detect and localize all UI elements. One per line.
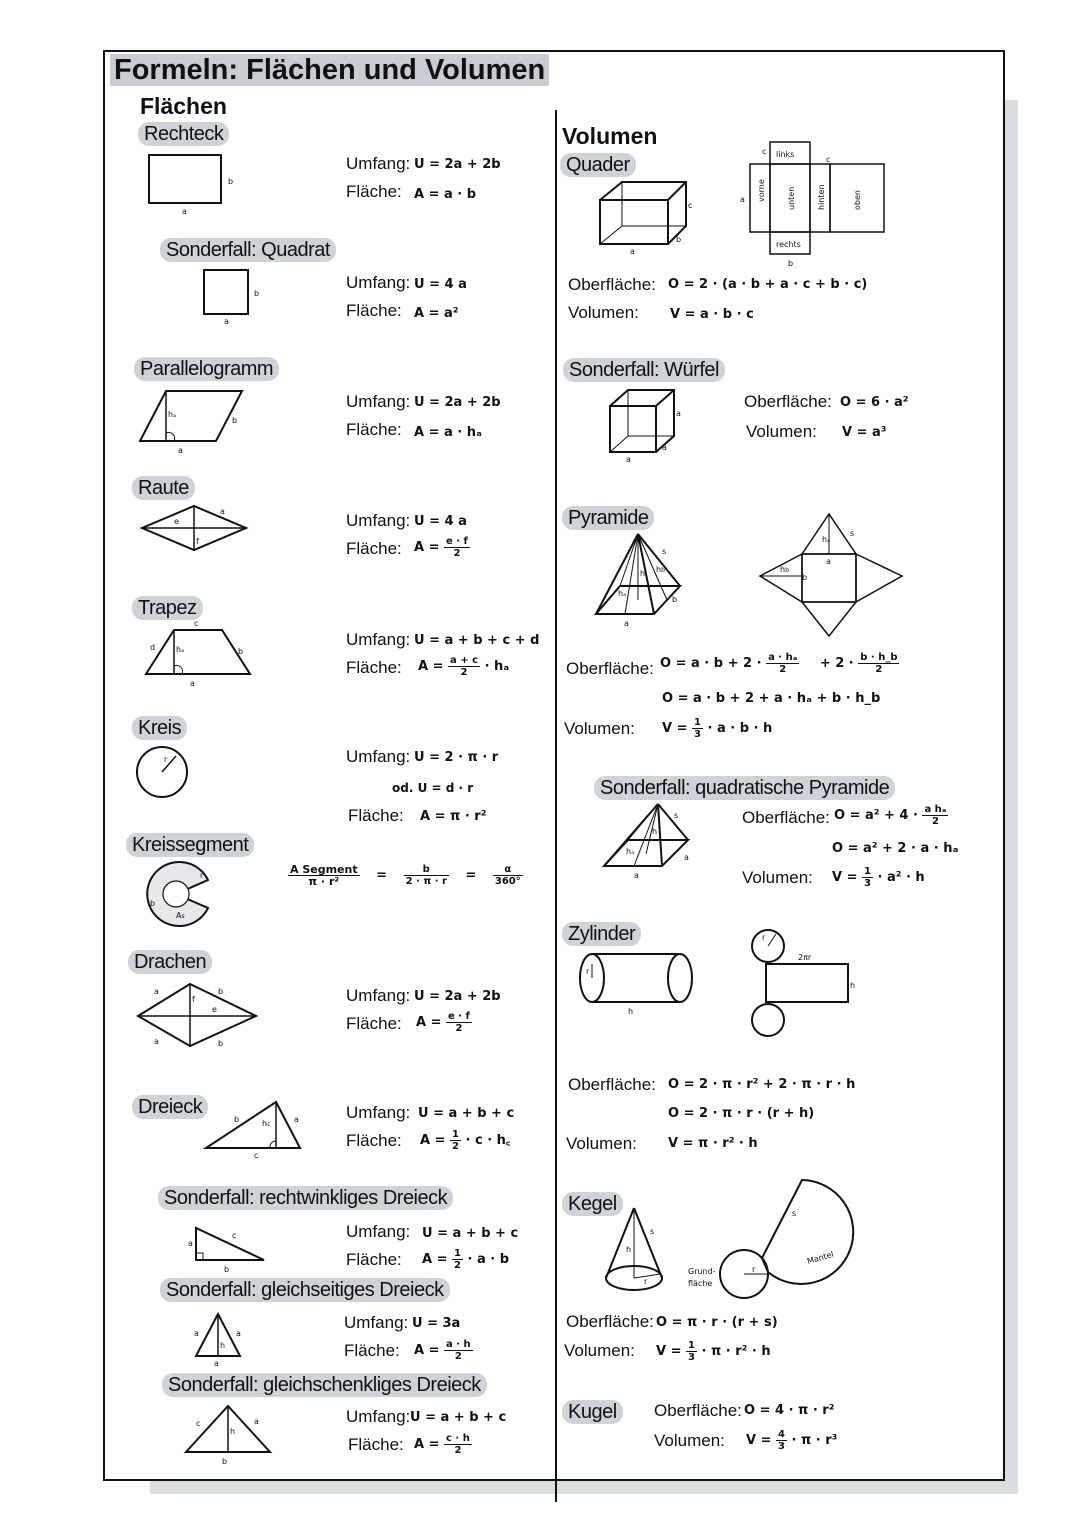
gleichschenklig-title: Sonderfall: gleichschenkliges Dreieck <box>162 1373 487 1397</box>
svg-text:b: b <box>218 987 224 996</box>
parallelogramm-title: Parallelogramm <box>134 357 279 381</box>
gleichschenklig-flaeche-label: Fläche: <box>348 1435 404 1454</box>
svg-text:c: c <box>196 1419 201 1428</box>
pyramide-ober-f2-den: 2 <box>875 664 883 675</box>
gleichschenklig-figure <box>182 1402 282 1468</box>
svg-text:hₐ: hₐ <box>618 589 627 598</box>
raute-figure <box>138 502 258 562</box>
kreis-flaeche-formula: A = π · r² <box>420 809 487 824</box>
quader-net-figure <box>736 140 888 270</box>
trapez-fraction-num: a + c <box>450 655 479 666</box>
net-hinten: hinten <box>817 184 826 210</box>
pyramide-vol-fraction <box>692 717 703 740</box>
svg-text:r: r <box>586 967 590 976</box>
rechtwinklig-flaeche-fraction <box>452 1248 463 1271</box>
svg-text:r: r <box>762 933 766 942</box>
parallelogramm-figure <box>136 385 276 455</box>
svg-text:h: h <box>626 1245 632 1254</box>
svg-text:a: a <box>182 207 187 216</box>
svg-text:b: b <box>232 416 238 425</box>
kegel-ober-formula: O = π · r · (r + s) <box>656 1315 778 1330</box>
trapez-title: Trapez <box>132 596 203 620</box>
rechteck-umfang-label: Umfang: <box>346 154 411 173</box>
svg-text:f: f <box>192 995 195 1004</box>
gleichseitig-umfang-formula: U = 3a <box>412 1316 461 1331</box>
quad-pyramide-ober-num: a hₐ <box>924 804 947 815</box>
quadrat-umfang-label: Umfang: <box>346 273 411 292</box>
svg-text:r: r <box>164 755 168 764</box>
rechteck-flaeche-label: Fläche: <box>346 182 402 201</box>
kugel-vol-suffix: · π · r³ <box>791 1433 838 1448</box>
kreissegment-formula <box>288 864 523 887</box>
trapez-flaeche-suffix: · hₐ <box>484 659 510 674</box>
svg-text:a: a <box>676 409 681 418</box>
kreissegment-title: Kreissegment <box>126 833 254 857</box>
svg-text:h: h <box>220 1341 226 1350</box>
pyramide-ober-f1-den: 2 <box>779 664 787 675</box>
zylinder-title: Zylinder <box>562 922 641 946</box>
gleichseitig-flaeche-prefix: A = <box>414 1343 440 1358</box>
quad-pyramide-ober-formula <box>834 804 948 827</box>
svg-text:hₐ: hₐ <box>626 847 635 856</box>
kegel-vol-fraction <box>686 1340 697 1363</box>
trapez-flaeche-formula <box>418 655 509 678</box>
trapez-flaeche-fraction <box>448 655 480 678</box>
kugel-vol-formula <box>746 1429 837 1452</box>
raute-title: Raute <box>132 476 195 500</box>
kreissegment-fraction-1 <box>288 864 360 887</box>
pyramide-net-figure <box>756 510 906 640</box>
zylinder-vol-label: Volumen: <box>566 1134 637 1153</box>
quad-pyramide-ober-den: 2 <box>931 816 939 827</box>
svg-text:a: a <box>624 619 629 628</box>
svg-text:a: a <box>826 557 831 566</box>
quad-pyramide-vol-fraction <box>862 866 873 889</box>
trapez-flaeche-label: Fläche: <box>346 658 402 677</box>
quadrat-umfang-formula: U = 4 a <box>414 277 467 292</box>
gleichseitig-umfang-label: Umfang: <box>344 1313 409 1332</box>
pyramide-ober-formula <box>660 652 899 675</box>
kreissegment-f2-num: b <box>404 864 449 876</box>
pyramide-ober-f1-num: a · hₐ <box>768 652 798 663</box>
svg-text:a: a <box>254 1417 259 1426</box>
gleichschenklig-fraction-num: c · h <box>446 1433 470 1444</box>
pyramide-ober-fraction-1 <box>766 652 799 675</box>
kugel-vol-num: 4 <box>778 1429 785 1440</box>
rechteck-title: Rechteck <box>138 122 229 146</box>
net-oben: oben <box>853 190 862 210</box>
pyramide-ober-label: Oberfläche: <box>566 659 654 678</box>
gleichschenklig-umfang-label: Umfang: <box>346 1407 411 1426</box>
quad-pyramide-ober-label: Oberfläche: <box>742 808 830 827</box>
svg-text:r: r <box>752 1265 756 1274</box>
kugel-vol-fraction <box>776 1429 787 1452</box>
zylinder-vol-formula: V = π · r² · h <box>668 1136 758 1151</box>
svg-text:s: s <box>674 811 679 820</box>
zylinder-net-figure <box>744 926 864 1040</box>
dreieck-figure <box>200 1098 310 1160</box>
kugel-ober-formula: O = 4 · π · r² <box>744 1403 835 1418</box>
quader-ober-formula: O = 2 · (a · b + a · c + b · c) <box>668 277 868 292</box>
svg-text:hc: hc <box>262 1119 271 1128</box>
rechteck-figure <box>140 150 240 220</box>
svg-text:a: a <box>294 1115 299 1124</box>
kreissegment-eq-1: = <box>376 868 388 883</box>
rechtwinklig-figure <box>188 1222 278 1272</box>
page-title: Formeln: Flächen und Volumen <box>110 54 549 86</box>
kegel-grund-label-2: fläche <box>688 1279 713 1288</box>
svg-text:hb: hb <box>780 565 789 574</box>
svg-text:e: e <box>174 517 179 526</box>
trapez-fraction-den: 2 <box>460 667 468 678</box>
drachen-flaeche-label: Fläche: <box>346 1014 402 1033</box>
gleichseitig-title: Sonderfall: gleichseitiges Dreieck <box>160 1278 450 1302</box>
kegel-figure <box>600 1204 670 1296</box>
quad-pyramide-vol-suffix: · a² · h <box>877 870 925 885</box>
kreissegment-f3-num: α <box>493 864 523 876</box>
svg-text:f: f <box>196 537 199 546</box>
parallelogramm-umfang-formula: U = 2a + 2b <box>414 395 501 410</box>
kugel-vol-prefix: V = <box>746 1433 772 1448</box>
kegel-mantel-label: Mantel <box>806 1249 835 1266</box>
kegel-grund-label: Grund- <box>688 1267 716 1276</box>
svg-text:a: a <box>190 679 195 688</box>
svg-text:a: a <box>220 507 225 516</box>
kugel-vol-label: Volumen: <box>654 1431 725 1450</box>
net-links: links <box>776 150 795 159</box>
pyramide-figure <box>592 530 692 630</box>
drachen-flaeche-fraction <box>446 1011 472 1034</box>
dreieck-flaeche-prefix: A = <box>420 1133 446 1148</box>
svg-text:a: a <box>178 446 183 455</box>
raute-flaeche-prefix: A = <box>414 540 440 555</box>
raute-flaeche-formula <box>414 536 470 559</box>
wuerfel-figure <box>604 386 688 464</box>
trapez-umfang-label: Umfang: <box>346 630 411 649</box>
svg-text:b: b <box>150 899 156 908</box>
svg-text:b: b <box>238 647 244 656</box>
dreieck-fraction-num: 1 <box>452 1129 459 1140</box>
trapez-flaeche-prefix: A = <box>418 659 444 674</box>
quad-pyramide-vol-prefix: V = <box>832 870 858 885</box>
svg-text:h: h <box>230 1427 236 1436</box>
svg-text:hb: hb <box>656 565 665 574</box>
svg-text:a: a <box>214 1359 219 1368</box>
svg-text:s: s <box>650 1227 655 1236</box>
quad-pyramide-vol-formula <box>832 866 925 889</box>
gleichseitig-fraction-den: 2 <box>454 1351 462 1362</box>
rechtwinklig-fraction-den: 2 <box>454 1260 461 1271</box>
quad-pyramide-vol-label: Volumen: <box>742 868 813 887</box>
raute-umfang-label: Umfang: <box>346 511 411 530</box>
dreieck-flaeche-formula <box>420 1129 510 1152</box>
parallelogramm-umfang-label: Umfang: <box>346 392 411 411</box>
svg-text:b: b <box>676 235 682 244</box>
drachen-fraction-num: e · f <box>448 1011 470 1022</box>
svg-text:h: h <box>628 1007 634 1016</box>
drachen-flaeche-prefix: A = <box>416 1015 442 1030</box>
drachen-fraction-den: 2 <box>455 1023 463 1034</box>
kegel-vol-label: Volumen: <box>564 1341 635 1360</box>
quad-pyramide-figure <box>598 800 698 880</box>
zylinder-ober-formula: O = 2 · π · r² + 2 · π · r · h <box>668 1077 856 1092</box>
quad-pyramide-ober-prefix: O = a² + 4 · <box>834 808 918 823</box>
kegel-net-figure <box>684 1176 868 1304</box>
net-unten: unten <box>787 186 796 210</box>
pyramide-ober-prefix: O = a · b + 2 · <box>660 656 762 671</box>
raute-fraction-den: 2 <box>453 548 461 559</box>
wuerfel-ober-formula: O = 6 · a² <box>840 395 909 410</box>
rechtwinklig-fraction-num: 1 <box>454 1248 461 1259</box>
drachen-umfang-label: Umfang: <box>346 986 411 1005</box>
svg-text:b: b <box>218 1039 224 1048</box>
svg-text:h: h <box>652 827 658 836</box>
raute-fraction-num: e · f <box>446 536 468 547</box>
kreis-title: Kreis <box>132 716 187 740</box>
raute-flaeche-fraction <box>444 536 470 559</box>
quadrat-flaeche-label: Fläche: <box>346 301 402 320</box>
gleichseitig-fraction-num: a · h <box>446 1339 471 1350</box>
svg-text:b: b <box>224 1265 230 1274</box>
rechteck-flaeche-formula: A = a · b <box>414 187 477 202</box>
gleichschenklig-flaeche-formula <box>414 1433 472 1456</box>
kugel-title: Kugel <box>562 1400 623 1424</box>
drachen-umfang-formula: U = 2a + 2b <box>414 989 501 1004</box>
svg-text:d: d <box>150 643 156 652</box>
dreieck-umfang-formula: U = a + b + c <box>418 1106 515 1121</box>
zylinder-figure <box>576 950 700 1018</box>
net-vorne: vorne <box>757 179 766 202</box>
svg-text:h: h <box>640 569 646 578</box>
quader-title: Quader <box>560 153 636 177</box>
pyramide-ober-mid: + 2 · <box>819 656 854 671</box>
svg-text:c: c <box>232 1231 237 1240</box>
pyramide-vol-prefix: V = <box>662 721 688 736</box>
quad-pyramide-title: Sonderfall: quadratische Pyramide <box>594 776 895 800</box>
gleichseitig-figure <box>192 1308 252 1368</box>
quad-pyramide-ober-fraction <box>922 804 948 827</box>
column-divider <box>555 110 557 1502</box>
gleichseitig-flaeche-fraction <box>444 1339 473 1362</box>
svg-text:c: c <box>254 1151 259 1160</box>
kreissegment-fraction-2 <box>404 864 449 887</box>
svg-text:a: a <box>634 871 639 880</box>
quader-vol-label: Volumen: <box>568 303 639 322</box>
pyramide-ober-fraction-2 <box>858 652 899 675</box>
zylinder-net-label: 2πr <box>798 953 812 962</box>
svg-text:b: b <box>234 1115 240 1124</box>
rechtwinklig-flaeche-formula <box>422 1248 509 1271</box>
kreissegment-f1-den: π · r² <box>308 875 340 888</box>
pyramide-vol-den: 3 <box>694 729 701 740</box>
svg-text:s: s <box>662 547 667 556</box>
kegel-vol-num: 1 <box>688 1340 695 1351</box>
pyramide-vol-suffix: · a · b · h <box>707 721 773 736</box>
kreissegment-f2-den: 2 · π · r <box>405 876 447 887</box>
svg-text:s: s <box>850 529 855 538</box>
quader-ober-label: Oberfläche: <box>568 275 656 294</box>
quadrat-flaeche-formula: A = a² <box>414 306 459 321</box>
pyramide-vol-num: 1 <box>694 717 701 728</box>
raute-umfang-formula: U = 4 a <box>414 514 467 529</box>
svg-text:b: b <box>802 573 808 582</box>
gleichschenklig-flaeche-prefix: A = <box>414 1437 440 1452</box>
quad-pyramide-ober-formula-2: O = a² + 2 · a · hₐ <box>832 841 959 856</box>
kreis-umfang-alt: od. U = d · r <box>392 781 474 795</box>
kreissegment-eq-2: = <box>465 868 477 883</box>
svg-text:b: b <box>228 177 234 186</box>
svg-text:b: b <box>254 289 260 298</box>
wuerfel-vol-label: Volumen: <box>746 422 817 441</box>
svg-text:b: b <box>788 259 794 268</box>
gleichschenklig-flaeche-fraction <box>444 1433 472 1456</box>
svg-text:hₐ: hₐ <box>168 410 177 419</box>
svg-text:r: r <box>200 871 204 880</box>
wuerfel-ober-label: Oberfläche: <box>744 392 832 411</box>
svg-text:a: a <box>684 853 689 862</box>
svg-text:As: As <box>176 911 185 920</box>
kegel-ober-label: Oberfläche: <box>566 1312 654 1331</box>
svg-text:a: a <box>154 1037 159 1046</box>
svg-text:a: a <box>224 317 229 326</box>
zylinder-ober-label: Oberfläche: <box>568 1075 656 1094</box>
svg-text:r: r <box>644 1277 648 1286</box>
quad-pyramide-vol-den: 3 <box>864 878 871 889</box>
svg-text:a: a <box>740 195 745 204</box>
svg-text:h: h <box>850 981 856 990</box>
svg-text:hₐ: hₐ <box>176 645 185 654</box>
quadrat-title: Sonderfall: Quadrat <box>160 238 336 262</box>
kreissegment-figure <box>146 862 226 928</box>
drachen-figure <box>134 978 264 1058</box>
rechtwinklig-umfang-formula: U = a + b + c <box>422 1226 519 1241</box>
svg-text:a: a <box>236 1329 241 1338</box>
svg-text:a: a <box>626 455 631 464</box>
svg-text:b: b <box>222 1457 228 1466</box>
quad-pyramide-vol-num: 1 <box>864 866 871 877</box>
svg-text:c: c <box>826 155 831 164</box>
parallelogramm-flaeche-formula: A = a · hₐ <box>414 425 482 440</box>
quader-figure <box>594 178 704 258</box>
pyramide-title: Pyramide <box>562 506 654 530</box>
rechtwinklig-title: Sonderfall: rechtwinkliges Dreieck <box>158 1186 453 1210</box>
dreieck-title: Dreieck <box>132 1095 208 1119</box>
kegel-vol-den: 3 <box>688 1352 695 1363</box>
pyramide-vol-label: Volumen: <box>564 719 635 738</box>
rechtwinklig-flaeche-prefix: A = <box>422 1252 448 1267</box>
drachen-title: Drachen <box>128 950 212 974</box>
dreieck-flaeche-label: Fläche: <box>346 1131 402 1150</box>
gleichschenklig-umfang-formula: U = a + b + c <box>410 1410 507 1425</box>
rechtwinklig-flaeche-suffix: · a · b <box>467 1252 510 1267</box>
svg-text:b: b <box>672 595 678 604</box>
kegel-title: Kegel <box>562 1192 623 1216</box>
svg-text:c: c <box>688 201 693 210</box>
kreissegment-fraction-3 <box>493 864 523 887</box>
kreissegment-f3-den: 360° <box>494 876 521 887</box>
dreieck-umfang-label: Umfang: <box>346 1103 411 1122</box>
kugel-ober-label: Oberfläche: <box>654 1401 742 1420</box>
svg-text:a: a <box>154 987 159 996</box>
parallelogramm-flaeche-label: Fläche: <box>346 420 402 439</box>
kreissegment-f1-num: A Segment <box>290 863 358 876</box>
svg-text:hₐ: hₐ <box>822 535 831 544</box>
svg-text:c: c <box>762 147 767 156</box>
kegel-vol-formula <box>656 1340 771 1363</box>
quader-vol-formula: V = a · b · c <box>670 307 754 322</box>
svg-text:a: a <box>630 247 635 256</box>
kegel-vol-suffix: · π · r² · h <box>701 1344 771 1359</box>
gleichseitig-flaeche-label: Fläche: <box>344 1341 400 1360</box>
pyramide-ober-f2-num: b · h_b <box>860 652 898 663</box>
kreis-flaeche-label: Fläche: <box>348 806 404 825</box>
drachen-flaeche-formula <box>416 1011 472 1034</box>
raute-flaeche-label: Fläche: <box>346 539 402 558</box>
pyramide-vol-formula <box>662 717 772 740</box>
zylinder-ober-formula-2: O = 2 · π · r · (r + h) <box>668 1106 815 1121</box>
dreieck-flaeche-suffix: · c · h꜀ <box>465 1133 511 1148</box>
svg-text:c: c <box>194 619 199 628</box>
rechtwinklig-umfang-label: Umfang: <box>346 1222 411 1241</box>
net-rechts: rechts <box>776 240 801 249</box>
trapez-umfang-formula: U = a + b + c + d <box>414 633 540 648</box>
kreis-umfang-label: Umfang: <box>346 747 411 766</box>
rechteck-umfang-formula: U = 2a + 2b <box>414 157 501 172</box>
quadrat-figure <box>198 266 268 326</box>
kegel-vol-prefix: V = <box>656 1344 682 1359</box>
svg-text:a: a <box>188 1239 193 1248</box>
wuerfel-title: Sonderfall: Würfel <box>563 358 725 382</box>
wuerfel-vol-formula: V = a³ <box>842 425 887 440</box>
pyramide-ober-formula-2: O = a · b + 2 + a · hₐ + b · h_b <box>662 691 881 706</box>
kugel-vol-den: 3 <box>778 1441 785 1452</box>
flaechen-heading: Flächen <box>140 93 227 119</box>
volumen-heading: Volumen <box>562 123 658 149</box>
svg-text:s: s <box>792 1209 797 1218</box>
dreieck-flaeche-fraction <box>450 1129 461 1152</box>
trapez-figure <box>140 620 270 690</box>
kreis-umfang-formula: U = 2 · π · r <box>414 750 499 765</box>
kreis-figure <box>134 744 194 804</box>
svg-text:a: a <box>662 443 667 452</box>
gleichseitig-flaeche-formula <box>414 1339 473 1362</box>
svg-text:a: a <box>194 1329 199 1338</box>
svg-text:e: e <box>212 1005 217 1014</box>
rechtwinklig-flaeche-label: Fläche: <box>346 1250 402 1269</box>
gleichschenklig-fraction-den: 2 <box>454 1445 462 1456</box>
dreieck-fraction-den: 2 <box>452 1141 459 1152</box>
